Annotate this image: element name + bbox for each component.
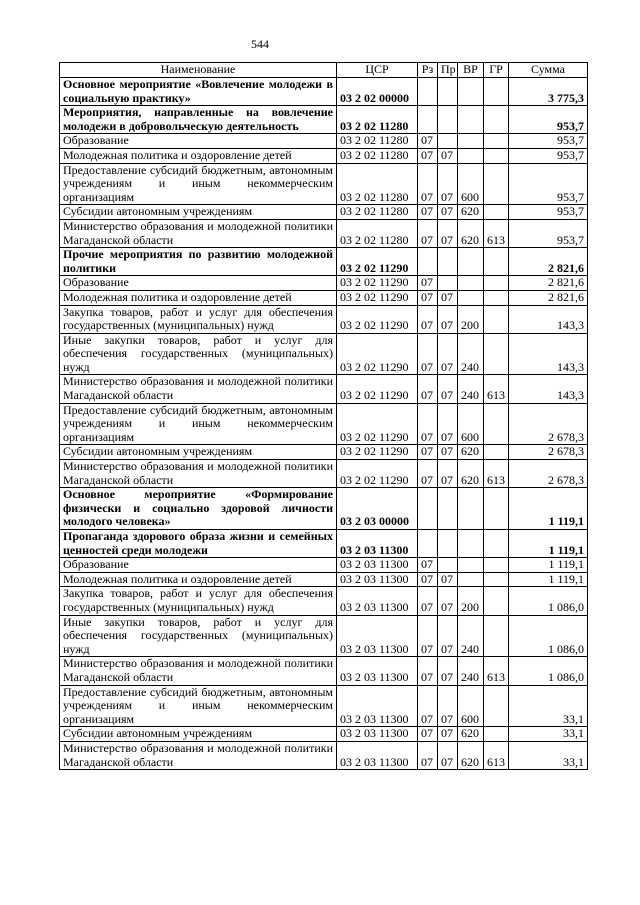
row-sum: 1 119,1	[509, 558, 588, 573]
row-gr	[484, 488, 509, 530]
row-gr	[484, 615, 509, 657]
row-gr	[484, 558, 509, 573]
row-pr	[438, 488, 458, 530]
row-vr	[458, 530, 484, 558]
row-vr: 620	[458, 445, 484, 460]
row-sum: 33,1	[509, 741, 588, 769]
row-csr: 03 2 02 11290	[337, 248, 418, 276]
row-sum: 33,1	[509, 727, 588, 742]
row-pr	[438, 558, 458, 573]
row-gr: 613	[484, 219, 509, 247]
row-gr	[484, 248, 509, 276]
row-rz: 07	[418, 685, 438, 727]
table-row	[60, 305, 588, 333]
row-vr: 200	[458, 587, 484, 615]
row-name: Министерство образования и молодежной политики Магаданской области	[60, 657, 337, 685]
row-rz: 07	[418, 219, 438, 247]
table-row	[60, 558, 588, 573]
row-vr	[458, 248, 484, 276]
row-rz: 07	[418, 375, 438, 403]
row-csr: 03 2 02 11280	[337, 148, 418, 163]
row-pr	[438, 106, 458, 134]
row-sum: 953,7	[509, 219, 588, 247]
row-gr: 613	[484, 460, 509, 488]
row-vr: 240	[458, 657, 484, 685]
row-pr: 07	[438, 205, 458, 220]
row-rz: 07	[418, 657, 438, 685]
header-vr: ВР	[458, 63, 484, 78]
row-name: Закупка товаров, работ и услуг для обеспечения государственных (муниципальных) нужд	[60, 305, 337, 333]
row-pr: 07	[438, 375, 458, 403]
row-gr	[484, 445, 509, 460]
row-vr	[458, 558, 484, 573]
row-vr: 200	[458, 305, 484, 333]
row-sum: 3 775,3	[509, 78, 588, 106]
row-name: Молодежная политика и оздоровление детей	[60, 290, 337, 305]
row-gr: 613	[484, 741, 509, 769]
row-csr: 03 2 03 11300	[337, 657, 418, 685]
row-rz: 07	[418, 572, 438, 587]
row-gr	[484, 403, 509, 445]
row-name: Предоставление субсидий бюджетным, автономным учреждениям и иным некоммерческим организациям	[60, 163, 337, 205]
row-vr: 620	[458, 219, 484, 247]
header-pr: Пр	[438, 63, 458, 78]
row-vr: 240	[458, 375, 484, 403]
row-pr	[438, 78, 458, 106]
row-pr: 07	[438, 587, 458, 615]
row-name: Министерство образования и молодежной политики Магаданской области	[60, 375, 337, 403]
row-csr: 03 2 03 11300	[337, 741, 418, 769]
table-row	[60, 375, 588, 403]
row-gr: 613	[484, 375, 509, 403]
row-sum: 1 119,1	[509, 488, 588, 530]
row-sum: 1 119,1	[509, 530, 588, 558]
row-sum: 2 821,6	[509, 276, 588, 291]
row-gr	[484, 305, 509, 333]
row-gr	[484, 276, 509, 291]
table-row	[60, 205, 588, 220]
row-pr: 07	[438, 219, 458, 247]
row-name: Пропаганда здорового образа жизни и семейных ценностей среди молодежи	[60, 530, 337, 558]
table-row	[60, 587, 588, 615]
row-sum: 143,3	[509, 375, 588, 403]
table-row	[60, 163, 588, 205]
row-csr: 03 2 02 11290	[337, 305, 418, 333]
row-csr: 03 2 02 11290	[337, 403, 418, 445]
row-rz: 07	[418, 727, 438, 742]
row-csr: 03 2 03 11300	[337, 530, 418, 558]
row-vr: 240	[458, 615, 484, 657]
row-csr: 03 2 02 11290	[337, 460, 418, 488]
budget-table	[59, 62, 588, 770]
row-sum: 953,7	[509, 148, 588, 163]
row-vr	[458, 290, 484, 305]
row-csr: 03 2 02 11280	[337, 163, 418, 205]
table-row	[60, 403, 588, 445]
row-name: Молодежная политика и оздоровление детей	[60, 572, 337, 587]
row-pr: 07	[438, 657, 458, 685]
row-name: Основное мероприятие «Вовлечение молодежи в социальную практику»	[60, 78, 337, 106]
row-csr: 03 2 03 11300	[337, 615, 418, 657]
row-vr: 620	[458, 741, 484, 769]
page-number: 544	[251, 37, 269, 51]
row-name: Иные закупки товаров, работ и услуг для обеспечения государственных (муниципальных) нужд	[60, 333, 337, 375]
row-vr	[458, 488, 484, 530]
row-gr	[484, 134, 509, 149]
row-pr	[438, 530, 458, 558]
row-csr: 03 2 03 11300	[337, 727, 418, 742]
row-name: Мероприятия, направленные на вовлечение молодежи в добровольческую деятельность	[60, 106, 337, 134]
row-rz: 07	[418, 615, 438, 657]
row-gr	[484, 148, 509, 163]
row-csr: 03 2 02 11290	[337, 290, 418, 305]
row-pr: 07	[438, 148, 458, 163]
row-name: Закупка товаров, работ и услуг для обеспечения государственных (муниципальных) нужд	[60, 587, 337, 615]
row-gr	[484, 727, 509, 742]
row-rz: 07	[418, 587, 438, 615]
row-rz	[418, 78, 438, 106]
row-vr	[458, 148, 484, 163]
header-csr: ЦСР	[337, 63, 418, 78]
header-row	[60, 63, 588, 78]
row-name: Субсидии автономным учреждениям	[60, 727, 337, 742]
table-row	[60, 333, 588, 375]
row-pr: 07	[438, 163, 458, 205]
table-row	[60, 572, 588, 587]
row-csr: 03 2 02 11280	[337, 106, 418, 134]
row-rz	[418, 248, 438, 276]
row-sum: 2 678,3	[509, 445, 588, 460]
row-vr: 600	[458, 685, 484, 727]
row-name: Субсидии автономным учреждениям	[60, 445, 337, 460]
row-name: Предоставление субсидий бюджетным, автономным учреждениям и иным некоммерческим организациям	[60, 403, 337, 445]
row-csr: 03 2 02 11290	[337, 445, 418, 460]
row-pr: 07	[438, 727, 458, 742]
row-csr: 03 2 02 11290	[337, 276, 418, 291]
table-row	[60, 219, 588, 247]
table-row	[60, 488, 588, 530]
row-rz	[418, 530, 438, 558]
row-rz: 07	[418, 276, 438, 291]
row-rz: 07	[418, 460, 438, 488]
row-sum: 143,3	[509, 333, 588, 375]
row-pr: 07	[438, 305, 458, 333]
row-sum: 143,3	[509, 305, 588, 333]
table-row	[60, 685, 588, 727]
row-sum: 2 821,6	[509, 290, 588, 305]
row-name: Субсидии автономным учреждениям	[60, 205, 337, 220]
row-pr: 07	[438, 685, 458, 727]
row-pr	[438, 276, 458, 291]
row-pr: 07	[438, 290, 458, 305]
table-row	[60, 657, 588, 685]
row-csr: 03 2 03 11300	[337, 572, 418, 587]
row-csr: 03 2 02 00000	[337, 78, 418, 106]
row-vr	[458, 78, 484, 106]
row-csr: 03 2 03 11300	[337, 558, 418, 573]
row-vr: 240	[458, 333, 484, 375]
row-rz: 07	[418, 134, 438, 149]
row-csr: 03 2 03 11300	[337, 685, 418, 727]
row-sum: 2 678,3	[509, 403, 588, 445]
row-rz: 07	[418, 148, 438, 163]
header-sum: Сумма	[509, 63, 588, 78]
row-gr	[484, 290, 509, 305]
row-rz: 07	[418, 445, 438, 460]
row-sum: 1 086,0	[509, 587, 588, 615]
table-row	[60, 530, 588, 558]
row-name: Образование	[60, 134, 337, 149]
row-name: Основное мероприятие «Формирование физически и социально здоровой личности молодого человека»	[60, 488, 337, 530]
row-rz: 07	[418, 163, 438, 205]
row-rz: 07	[418, 741, 438, 769]
row-vr: 600	[458, 403, 484, 445]
row-rz: 07	[418, 290, 438, 305]
row-vr	[458, 134, 484, 149]
row-vr: 620	[458, 460, 484, 488]
row-rz: 07	[418, 333, 438, 375]
row-pr: 07	[438, 333, 458, 375]
table-row	[60, 460, 588, 488]
row-csr: 03 2 02 11290	[337, 375, 418, 403]
row-pr: 07	[438, 615, 458, 657]
table-row	[60, 741, 588, 769]
row-rz: 07	[418, 205, 438, 220]
row-name: Молодежная политика и оздоровление детей	[60, 148, 337, 163]
row-gr	[484, 106, 509, 134]
table-row	[60, 445, 588, 460]
row-gr	[484, 587, 509, 615]
row-csr: 03 2 03 00000	[337, 488, 418, 530]
row-sum: 953,7	[509, 134, 588, 149]
table-row	[60, 290, 588, 305]
row-sum: 953,7	[509, 106, 588, 134]
row-csr: 03 2 03 11300	[337, 587, 418, 615]
row-sum: 2 821,6	[509, 248, 588, 276]
row-name: Прочие мероприятия по развитию молодежной политики	[60, 248, 337, 276]
table-row	[60, 148, 588, 163]
row-gr	[484, 78, 509, 106]
row-pr	[438, 134, 458, 149]
table-row	[60, 248, 588, 276]
row-gr	[484, 572, 509, 587]
row-gr	[484, 205, 509, 220]
row-sum: 953,7	[509, 163, 588, 205]
row-csr: 03 2 02 11280	[337, 205, 418, 220]
row-vr	[458, 276, 484, 291]
table-row	[60, 78, 588, 106]
row-gr	[484, 685, 509, 727]
table-row	[60, 727, 588, 742]
row-rz: 07	[418, 558, 438, 573]
table-row	[60, 276, 588, 291]
row-pr: 07	[438, 741, 458, 769]
table-row	[60, 615, 588, 657]
row-gr: 613	[484, 657, 509, 685]
row-name: Образование	[60, 276, 337, 291]
header-gr: ГР	[484, 63, 509, 78]
table-row	[60, 134, 588, 149]
row-rz: 07	[418, 305, 438, 333]
row-csr: 03 2 02 11290	[337, 333, 418, 375]
row-pr	[438, 248, 458, 276]
row-pr: 07	[438, 403, 458, 445]
row-sum: 33,1	[509, 685, 588, 727]
row-pr: 07	[438, 445, 458, 460]
row-sum: 1 119,1	[509, 572, 588, 587]
row-vr: 620	[458, 205, 484, 220]
row-csr: 03 2 02 11280	[337, 219, 418, 247]
row-sum: 1 086,0	[509, 657, 588, 685]
row-vr	[458, 572, 484, 587]
row-pr: 07	[438, 572, 458, 587]
row-rz	[418, 106, 438, 134]
header-name: Наименование	[60, 63, 337, 78]
row-csr: 03 2 02 11280	[337, 134, 418, 149]
row-name: Иные закупки товаров, работ и услуг для обеспечения государственных (муниципальных) нужд	[60, 615, 337, 657]
row-name: Предоставление субсидий бюджетным, автономным учреждениям и иным некоммерческим организациям	[60, 685, 337, 727]
row-vr: 600	[458, 163, 484, 205]
row-pr: 07	[438, 460, 458, 488]
row-sum: 1 086,0	[509, 615, 588, 657]
row-sum: 953,7	[509, 205, 588, 220]
row-name: Министерство образования и молодежной политики Магаданской области	[60, 219, 337, 247]
row-name: Образование	[60, 558, 337, 573]
table-row	[60, 106, 588, 134]
row-name: Министерство образования и молодежной политики Магаданской области	[60, 460, 337, 488]
header-rz: Рз	[418, 63, 438, 78]
row-sum: 2 678,3	[509, 460, 588, 488]
row-rz	[418, 488, 438, 530]
row-vr: 620	[458, 727, 484, 742]
row-gr	[484, 530, 509, 558]
row-vr	[458, 106, 484, 134]
row-name: Министерство образования и молодежной политики Магаданской области	[60, 741, 337, 769]
row-rz: 07	[418, 403, 438, 445]
row-gr	[484, 163, 509, 205]
row-gr	[484, 333, 509, 375]
